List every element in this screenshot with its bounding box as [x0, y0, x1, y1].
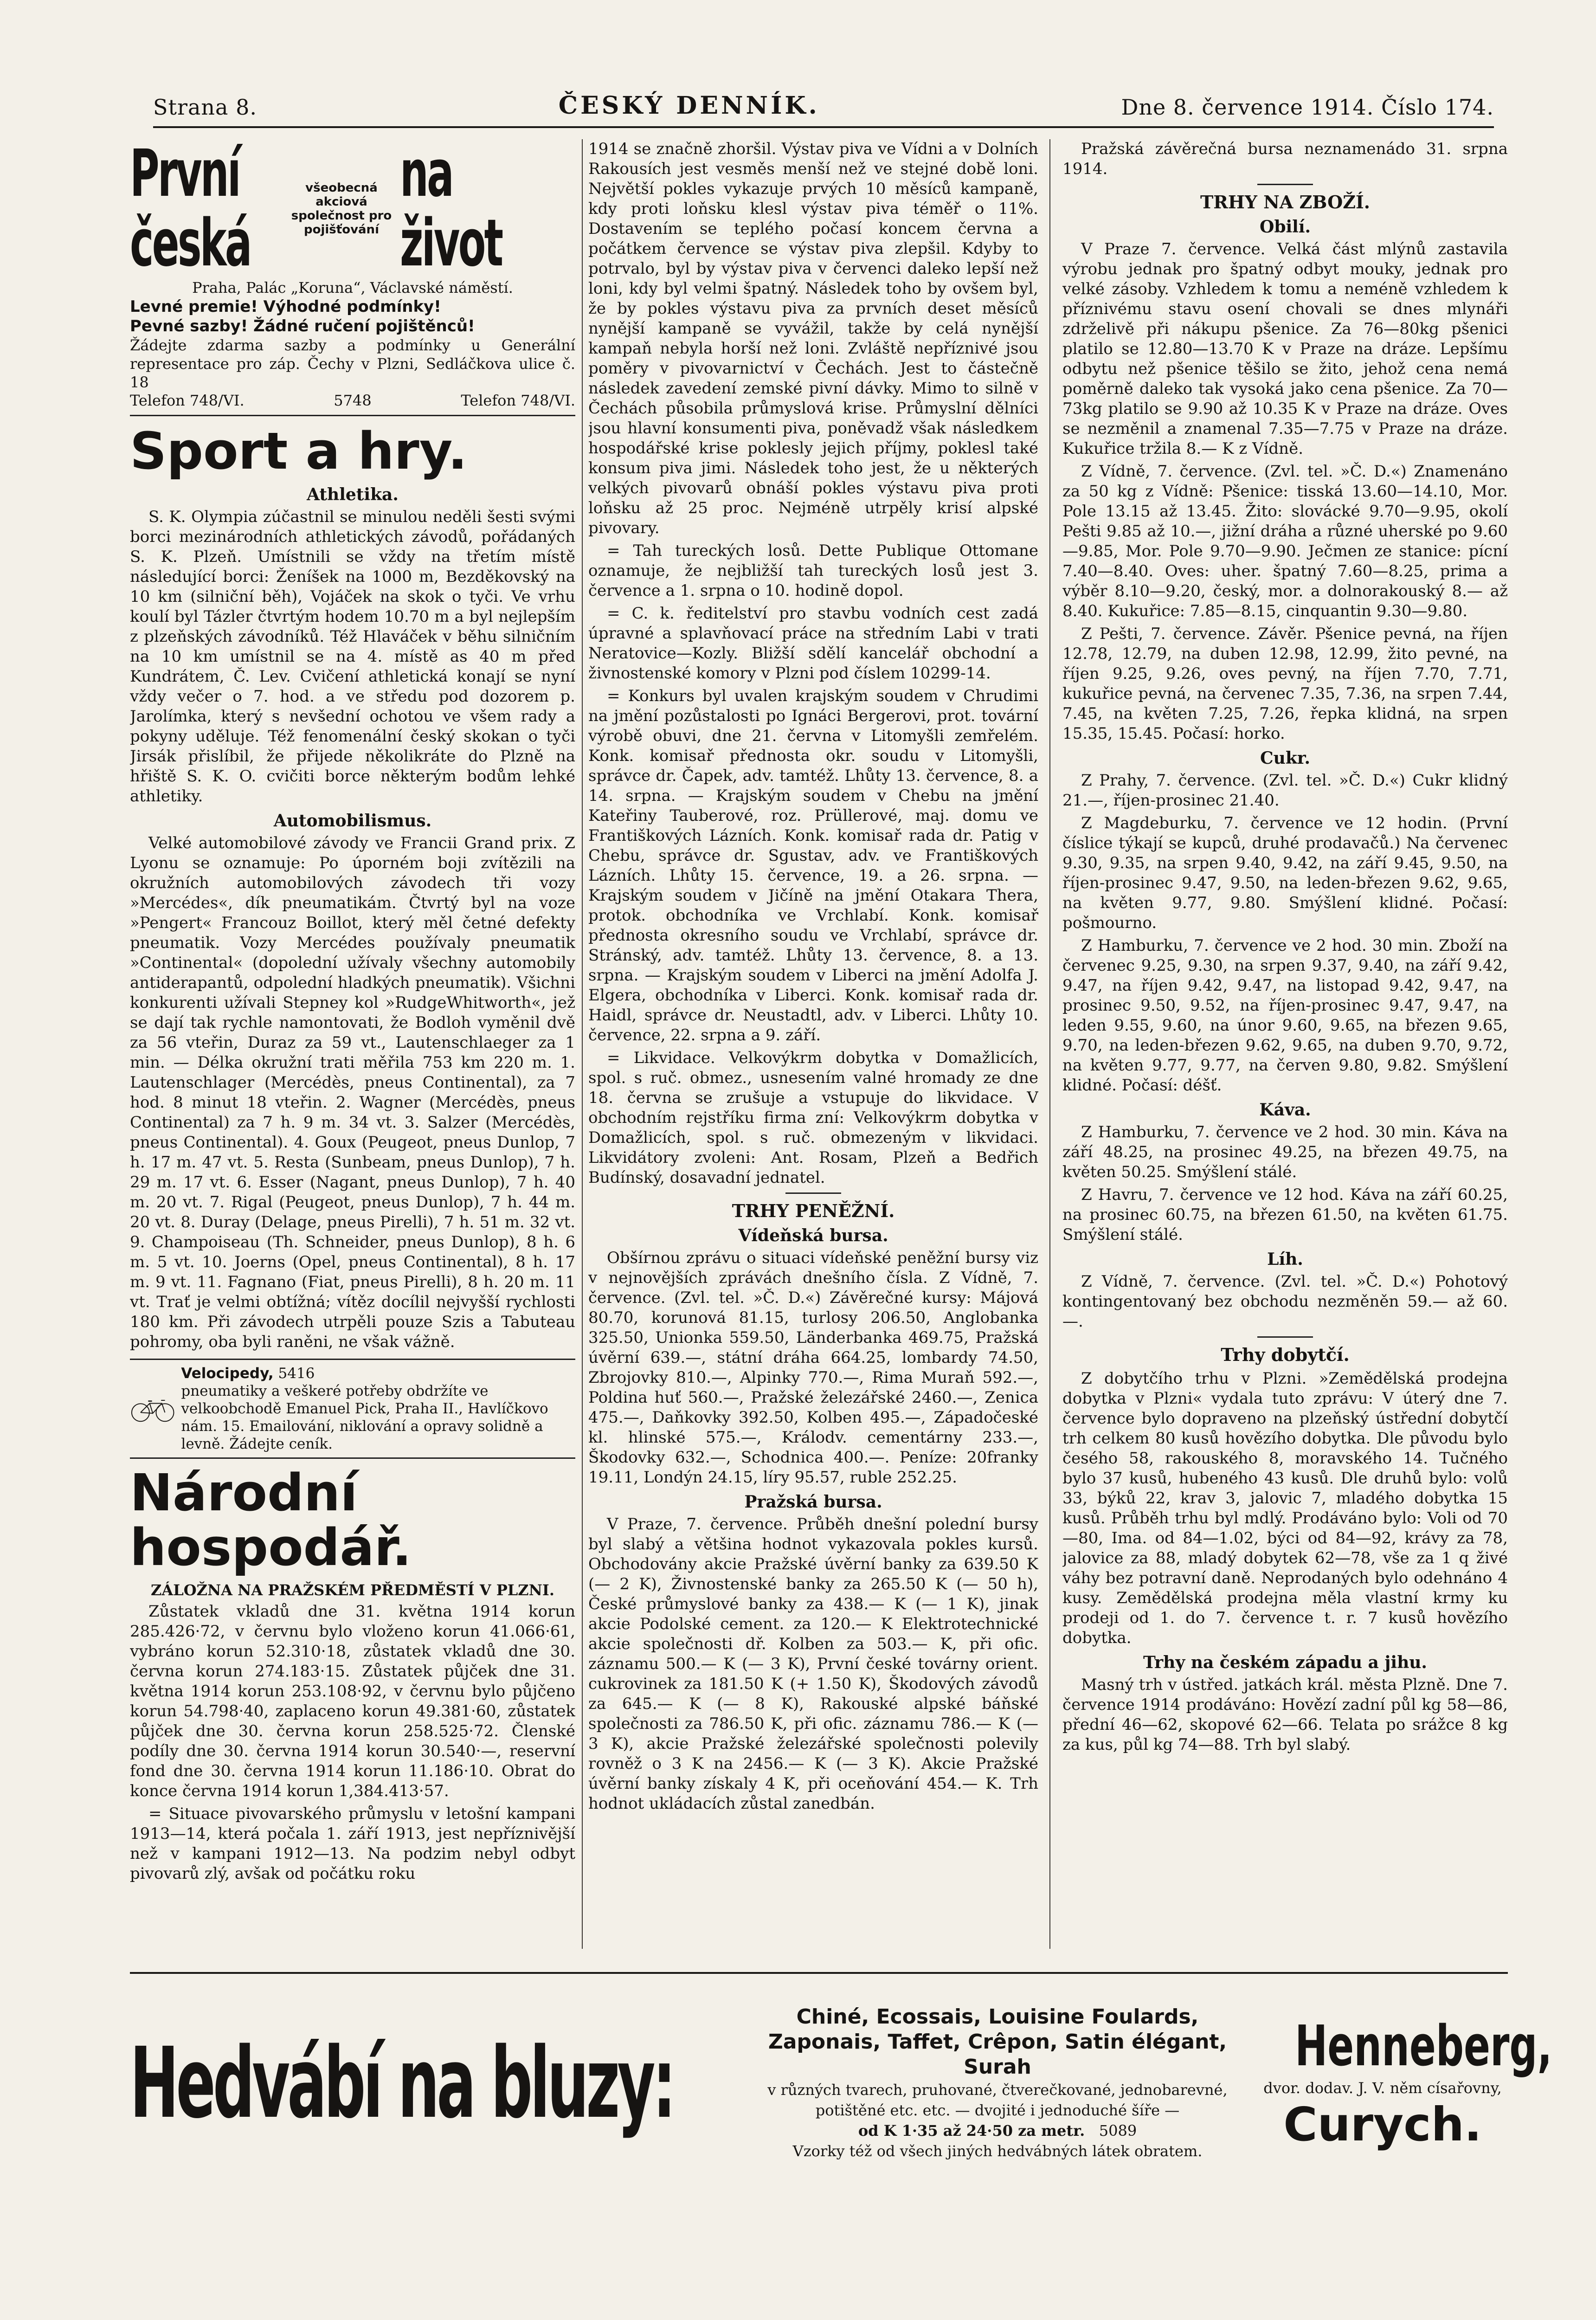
article-kava-hamburg: Z Hamburku, 7. července ve 2 hod. 30 min. Káva na září 48.25, na prosinec 49.25, na březen 49.75, na květen 50.25. Smýšlení stálé. — [1062, 1123, 1508, 1181]
column-1 — [130, 139, 575, 1953]
insurance-ad-address: Praha, Palác „Koruna“, Václavské náměstí. — [192, 279, 513, 296]
article-athletika: S. K. Olympia zúčastnil se minulou neděli šesti svými borci mezinárodních athletických závodů, pořádaných S. K. Plzeň. Umístnili se vždy na třetím místě následující borci: Ženíšek na 1000 m, Bezděkovský na 10 km (silniční běh), Vojáček na skok o tyči. Ve vrhu koulí byl Tázler čtvrtým hodem 10.70 m a byl nejlepším z plzeňských závodníků. Též Hlaváček v běhu silničním na 10 km umístnil se na 4. místě as 40 m před Kundrátem, Č. Lev. Cvičení athletická konají se nyní vždy večer o 7. hod. a ve středu pod dozorem p. Jarolímka, který s nevšední ochotou ve všem rady a pokyny uděluje. Též fenomenální český skokan o tyči Jirsák přislíbil, že přijede několikráte do Plzně na hřiště S. K. O. cvičiti borce některým bodům lehké athletiky. — [130, 508, 575, 806]
phone-right: Telefon 748/VI. — [461, 392, 575, 409]
article-cukr-hamburg: Z Hamburku, 7. července ve 2 hod. 30 min. Zboží na červenec 9.25, 9.30, na srpen 9.37, 9.40, na září 9.42, 9.47, na říjen 9.42, 9.47, na listopad 9.42, 9.47, na prosinec 9.50, 9.52, na říjen-prosinec 9.47, 9.47, na leden 9.55, 9.60, na únor 9.60, 9.65, na březen 9.65, 9.70, na leden-březen 9.62, 9.65, na duben 9.70, 9.72, na květen 9.77, 9.77, na červen 9.80, 9.82. Smýšlení klidné. Počasí: déšť. — [1062, 936, 1508, 1095]
section-title-hospodar: Národní hospodář. — [130, 1463, 412, 1577]
subsection-athletika: Athletika. — [307, 485, 399, 504]
section-trhy-dobytci: Trhy dobytčí. — [1221, 1344, 1350, 1365]
silk-ad-fabrics: Chiné, Ecossais, Louisine Foulards, Zaponais, Taffet, Crêpon, Satin élégant, Surah — [768, 2005, 1227, 2079]
bicycle-ad — [130, 1359, 575, 1459]
silk-ad-firm — [1257, 2014, 1552, 2152]
silk-ad-samples: Vzorky též od všech jiných hedvábných látek obratem. — [792, 2142, 1203, 2160]
silk-ad-firm-name: Henneberg, — [1295, 2014, 1552, 2079]
subsection-automobilismus: Automobilismus. — [273, 811, 432, 831]
bicycle-icon — [130, 1365, 175, 1453]
article-likvidace: = Likvidace. Velkovýkrm dobytka v Domažlicích, spol. s ruč. obmez., usnesením valné hromady ze dne 18. června se zrušuje a vstupuje do likvidace. V obchodním rejstříku firma zní: Velkovýkrm dobytka v Domažlicích, spol. s ruč. obmezeným v likvidaci. Likvidátory zvoleni: Ant. Rosam, Plzeň a Bedřich Budínský, dosavadní jednatel. — [588, 1049, 1038, 1187]
subsection-prazska-bursa: Pražská bursa. — [744, 1492, 882, 1512]
subsection-cukr: Cukr. — [1260, 748, 1310, 768]
section-trhy-penezni: TRHY PENĚŽNÍ. — [732, 1200, 895, 1221]
article-pivovarsky-cont: 1914 se značně zhoršil. Výstav piva ve Vídni a v Dolních Rakousích jest vesměs menší než ve stejné době loni. Největší pokles vykazuje prvých 10 měsíců kampaně, kdy proti loňsku klesl výstav piva téměř o 11%. Dostavením se teplého počasí koncem června a počátkem července se výstav piva zlepšil. Kdyby to potrvalo, byl by výstav piva v červenci daleko lepší než loni, kdy byl velmi špatný. Následek toho by ovšem byl, že by pokles výstavu piva za prvních deset měsíců nynější kampaně se vyvážil, takže by celá nynější kampaň nebyla horší než loni. Zvláště nepříznivé jsou poměry v pivovarnictví v Čechách. Jest to částečně následek zavedení zemské pivní dávky. Mimo to silně v Čechách působila průmyslová krise. Průmyslní dělníci jsou hlavní konsumenti piva, poněvadž však následkem hospodářské krise poklesly jejich příjmy, poklesl také konsum piva jimi. Následek toho jest, že u některých velkých pivovarů obnáší pokles výstavu piva proti loňsku až 25 proc. Nejméně utrpěly krisí alpské pivovary. — [588, 140, 1038, 537]
insurance-ad-headline — [130, 139, 575, 281]
insurance-ad-word1: První česká — [130, 139, 251, 281]
subsection-videnska-bursa: Vídeňská bursa. — [738, 1226, 888, 1245]
article-obili-viden: Z Vídně, 7. července. (Zvl. tel. »Č. D.«) Znamenáno za 50 kg z Vídně: Pšenice: tisská 13.60—14.10, Mor. Pole 13.15 až 13.45. Žito: slovácké 9.70—9.95, okolí Pešti 9.85 až 10.—, jižní dráha a různé uherské po 9.60—9.85, Mor. Pole 9.70—9.90. Ječmen ze stanice: pícní 7.40—8.40. Oves: uher. špatný 7.60—8.25, prima a výběr 8.10—9.20, český, mor. a dolnorakouský 8.— až 8.40. Kukuřice: 7.85—8.15, cinquantin 9.30—9.80. — [1062, 462, 1508, 620]
silk-ad-firm-sub: dvor. dodav. J. V. něm císařovny, — [1263, 2079, 1502, 2097]
silk-ad-price — [738, 2120, 1257, 2141]
silk-ad — [130, 1972, 1552, 2192]
article-tah-losu: = Tah tureckých losů. Dette Publique Ottomane oznamuje, že nejbližší tah tureckých losů jest 3. července a 1. srpna o 10. hodině dopol. — [588, 541, 1038, 600]
article-kava-havr: Z Havru, 7. července ve 12 hod. Káva na září 60.25, na prosinec 60.75, na březen 61.50, na květen 61.75. Smýšlení stálé. — [1062, 1186, 1508, 1244]
section-trhy-zbozi: TRHY NA ZBOŽÍ. — [1200, 192, 1370, 213]
divider — [1257, 1336, 1313, 1338]
article-zalozna: Zůstatek vkladů dne 31. května 1914 korun 285.426·72, v červnu bylo vloženo korun 41.066·61, vybráno korun 52.310·18, zůstatek vkladů dne 30. června korun 274.183·15. Zůstatek půjček dne 31. května 1914 korun 253.108·92, v červnu bylo půjčeno korun 54.798·40, zaplaceno korun 49.381·60, zůstatek půjček dne 30. června korun 258.525·72. Členské podíly dne 30. června 1914 korun 30.540·—, reservní fond dne 30. června 1914 korun 11.186·10. Obrat do konce června 1914 korun 1,384.413·57. — [130, 1602, 575, 1800]
article-cukr-praha: Z Prahy, 7. července. (Zvl. tel. »Č. D.«) Cukr klidný 21.—, říjen-prosinec 21.40. — [1062, 771, 1508, 810]
bicycle-ad-title: Velocipedy, — [181, 1365, 274, 1382]
silk-ad-city: Curych. — [1283, 2097, 1482, 2152]
divider — [785, 1192, 841, 1194]
article-zapad-jih: Masný trh v ústřed. jatkách král. města Plzně. Dne 7. července 1914 prodáváno: Hovězí zadní půl kg 58—86, přední 46—62, skopové 62—66. Telata po srážce 8 kg za kus, půl kg 74—88. Trh byl slabý. — [1062, 1676, 1508, 1754]
subsection-zalozna: ZÁLOŽNA NA PRAŽSKÉM PŘEDMĚSTÍ V PLZNI. — [151, 1581, 554, 1599]
insurance-ad-contact: Žádejte zdarma sazby a podmínky u Generální representace pro záp. Čechy v Plzni, Sedláčkova ulice č. 18 — [130, 336, 575, 391]
article-pivovarsky: = Situace pivovarského průmyslu v letošní kampani 1913—14, která počala 1. září 1913, jest nepříznivější než v kampani 1912—13. Na podzim nebyl odbyt pivovarů zlý, avšak od počátku roku — [130, 1804, 575, 1883]
silk-ad-headline: Hedvábí na bluzy: — [130, 2026, 674, 2140]
insurance-ad — [130, 139, 575, 416]
silk-ad-price-text: od K 1·35 až 24·50 za metr. — [858, 2122, 1085, 2140]
bicycle-ad-number: 5416 — [278, 1365, 315, 1382]
bicycle-ad-body: pneumatiky a veškeré potřeby obdržíte ve velkoobchodě Emanuel Pick, Praha II., Havlíčkovo nám. 15. Emailování, niklování a opravy solidně a levně. Žádejte ceník. — [181, 1383, 548, 1452]
section-title-sport: Sport a hry. — [130, 421, 468, 481]
article-lih-viden: Z Vídně, 7. července. (Zvl. tel. »Č. D.«) Pohotový kontingentovaný bez obchodu nezměněn 59.— až 60.—. — [1062, 1272, 1508, 1331]
article-cukr-magdeburg: Z Magdeburku, 7. července ve 12 hodin. (První číslice týkají se kupců, druhé prodavačů.) Na červenec 9.30, 9.35, na srpen 9.40, 9.42, na září 9.45, 9.50, na říjen-prosinec 9.47, 9.50, na leden-březen 9.62, 9.65, na květen 9.77, 9.80. Smýšlení klidné. Počasí: pošmourno. — [1062, 814, 1508, 932]
subsection-obili: Obilí. — [1259, 217, 1311, 237]
insurance-ad-middle: všeobecná akciová společnost pro pojišťování — [291, 181, 392, 237]
article-obili-praha: V Praze 7. července. Velká část mlýnů zastavila výrobu jednak pro špatný odbyt mouky, jednak pro velké zásoby. Vzhledem k tomu a neméně vzhledem k příznivému stavu osení chovali se dnes mlynáři zdrželivě při nákupu pšenice. Za 76—80kg pšenici platilo se 12.80—13.70 K v Praze na dráze. Lepšímu odbytu než pšenice těšilo se žito, jehož cena nemá poměrně daleko tak vysoká jako cena pšenice. Za 70—73kg platilo se 9.90 až 10.35 K v Praze na dráze. Oves se nezměnil a znamenal 7.35—7.75 v Praze na dráze. Kukuřice tržila 8.— K z Vídně. — [1062, 240, 1508, 458]
column-3 — [1062, 139, 1508, 1953]
column-divider — [1049, 139, 1050, 1949]
subsection-zapad-jih: Trhy na českém západu a jihu. — [1143, 1653, 1427, 1672]
insurance-ad-slogan1: Levné premie! Výhodné podmínky! — [130, 297, 441, 316]
article-automobilismus: Velké automobilové závody ve Francii Grand prix. Z Lyonu se oznamuje: Po úporném boji zvítězili na okružních automobilových závodech tři vozy »Mercédes«, dík pneumatikám. Čtvrtý byl na voze »Pengert« Francouz Boillot, který měl četné defekty pneumatik. Vozy Mercédes používaly pneumatik »Continental« (dopolední užívaly všechny automobily antiderapantů, odpolední hladkých pneumatik). Všichni konkurenti užívali Stepney kol »RudgeWhitworth«, jež se dají tak rychle namontovati, že Bodloh vyměnil dvě za 56 vteřin, Duraz za 59 vt., Lautenschlaeger za 1 min. — Délka okružní trati měřila 753 km 220 m. 1. Lautenschlager (Mercédès, pneus Continental), za 7 hod. 8 minut 18 vteřin. 2. Wagner (Mercédès, pneus Continental) za 7 h. 9 m. 34 vt. 3. Salzer (Mercédès, pneus Continental). 4. Goux (Peugeot, pneus Dunlop, 7 h. 17 m. 47 vt. 5. Resta (Sunbeam, pneus Dunlop), 7 h. 29 m. 17 vt. 6. Esser (Nagant, pneus Dunlop), 7 h. 40 m. 20 vt. 7. Rigal (Peugeot, pneus Dunlop), 7 h. 44 m. 20 vt. 8. Duray (Delage, pneus Pirelli), 7 h. 51 m. 32 vt. 9. Champoiseau (Th. Schneider, pneus Dunlop), 8 h. 6 m. 5 vt. 10. Joerns (Opel, pneus Continental), 8 h. 17 m. 9 vt. 11. Fagnano (Fiat, pneus Pirelli), 8 h. 20 m. 11 vt. Trať je velmi obtížná; vítěz docílil nejvyšší rychlosti 180 km. Při závodech utrpěli pouze Szis a Tabuteau pohromy, oba byli raněni, ne však vážně. — [130, 834, 575, 1351]
page-number: Strana 8. — [153, 95, 257, 120]
subsection-lih: Líh. — [1267, 1250, 1303, 1269]
divider — [1257, 184, 1313, 185]
column-divider — [582, 139, 583, 1949]
silk-ad-variants: v různých tvarech, pruhované, čtverečkované, jednobarevné, potištěné etc. etc. — dvojité i jednoduché šíře — — [767, 2081, 1228, 2119]
phone-left: Telefon 748/VI. — [130, 392, 245, 409]
article-konkursy: = Konkurs byl uvalen krajským soudem v Chrudimi na jmění pozůstalosti po Ignáci Bergerovi, prot. tovární výrobě obuvi, dne 21. června v Litomyšli zemřelém. Konk. komisař přednosta okr. soudu v Litomyšli, správce dr. Čapek, adv. tamtéž. Lhůty 13. července, 8. a 14. srpna. — Krajským soudem v Chebu na jmění Kateřiny Tauberové, roz. Prüllerové, maj. domu ve Františkových Lázních. Konk. komisař rada dr. Patig v Chebu, správce dr. Sgustav, adv. ve Františkových Lázních. Lhůty 15. července, 19. a 26. srpna. — Krajským soudem v Jičíně na jmění Otakara Thera, protok. obchodníka ve Vrchlabí. Konk. komisař přednosta okresního soudu ve Vrchlabí, správce dr. Stránský, adv. tamtéž. Lhůty 13. července, 8. a 13. srpna. — Krajským soudem v Liberci na jmění Adolfa J. Elgera, obchodníka v Liberci. Konk. komisař rada dr. Haidl, správce dr. Neustadtl, adv. v Liberci. Lhůty 10. července, 22. srpna a 9. září. — [588, 687, 1038, 1044]
article-reditelstvi: = C. k. ředitelství pro stavbu vodních cest zadá úpravné a splavňovací práce na středním Labi v trati Neratovice—Kozly. Bližší sdělí kancelář obchodní a živnostenské komory v Plzni pod číslem 10299-14. — [588, 604, 1038, 683]
subsection-kava: Káva. — [1259, 1100, 1311, 1120]
article-zaverecna-bursa: Pražská závěrečná bursa neznamenádo 31. srpna 1914. — [1062, 140, 1508, 178]
article-obili-pest: Z Pešti, 7. července. Závěr. Pšenice pevná, na říjen 12.78, 12.79, na duben 12.98, 12.99, žito pevné, na říjen 9.25, 9.26, oves pevný, na říjen 7.70, 7.71, kukuřice pevná, na červenec 7.35, 7.36, na srpen 7.44, 7.45, na květen 7.25, 7.26, řepka klidná, na srpen 15.35, 15.45. Počasí: horko. — [1062, 625, 1508, 743]
newspaper-title: ČESKÝ DENNÍK. — [558, 91, 820, 120]
column-2 — [588, 139, 1038, 1953]
issue-date: Dne 8. července 1914. Číslo 174. — [1121, 95, 1494, 120]
insurance-ad-phones — [130, 392, 575, 409]
masthead-rule — [153, 126, 1494, 128]
bicycle-ad-text — [181, 1365, 575, 1453]
article-videnska-bursa: Obšírnou zprávu o situaci vídeňské peněžní bursy viz v nejnovějších zprávách dnešního čísla. Z Vídně, 7. července. (Zvl. tel. »Č. D.«) Závěrečné kursy: Májová 80.70, korunová 81.15, turlosy 206.50, Anglobanka 325.50, Unionka 559.50, Länderbanka 469.75, Pražská úvěrní 639.—, státní dráha 664.25, lombardy 74.50, Zbrojovky 810.—, Alpinky 770.—, Rima Muraň 592.—, Poldina huť 560.—, Pražské železářské 2460.—, Zenica 475.—, Daňkovky 392.50, Kolben 495.—, Západočeské kl. hlinské 575.—, Králodv. cementárny 233.—, Škodovky 632.—, Schodnica 400.—. Peníze: 20franky 19.11, Londýn 24.15, líry 95.57, ruble 252.25. — [588, 1249, 1038, 1487]
insurance-ad-word2: na život — [400, 139, 502, 281]
masthead — [153, 91, 1494, 120]
ad-number: 5748 — [334, 392, 372, 409]
silk-ad-details — [738, 2004, 1257, 2161]
insurance-ad-slogan2: Pevné sazby! Žádné ručení pojištěnců! — [130, 317, 475, 335]
silk-ad-number: 5089 — [1099, 2122, 1137, 2140]
article-dobytci: Z dobytčího trhu v Plzni. »Zemědělská prodejna dobytka v Plzni« vydala tuto zprávu: V úterý dne 7. července bylo dopraveno na plzeňský ústřední dobytčí trh celkem 80 kusů hovězího dobytka. Dle původu bylo česého 58, rakouského 8, moravského 14. Tučného bylo 37 kusů, hubeného 43 kusů. Dle druhů bylo: volů 33, býků 22, krav 3, jalovic 7, mladého dobytka 15 kusů. Průběh trhu byl mdlý. Prodáváno bylo: Voli od 70—80, Ima. od 84—1.02, býci od 84—92, krávy za 78, jalovice za 88, mladý dobytek 62—78, vše za 1 q živé váhy bez potravní daně. Neprodaných bylo odehnáno 4 kusy. Zemědělská prodejna měla vlastní krmy ku prodeji od 1. do 7. července t. r. 7 kusů hovězího dobytka. — [1062, 1369, 1508, 1647]
article-prazska-bursa: V Praze, 7. července. Průběh dnešní polední bursy byl slabý a většina hodnot vykazovala pokles kursů. Obchodovány akcie Pražské úvěrní banky za 639.50 K (— 2 K), Živnostenské banky za 265.50 K (— 50 h), České průmyslové banky za 438.— K (— 1 K), jinak akcie Podolské cement. za 120.— K Elektrotechnické akcie společnosti dř. Kolben za 503.— K, při ofic. záznamu 500.— K (— 3 K), První české továrny orient. cukrovinek za 181.50 K (+ 1.50 K), Škodových závodů za 645.— K (— 8 K), Rakouské alpské báňské společnosti za 786.50 K, při ofic. záznamu 786.— K (— 3 K), akcie Pražské železářské společnosti polevily rovněž o 3 K na 2456.— K (— 3 K). Akcie Pražské úvěrní banky získaly 4 K, při oceňování 454.— K. Trh hodnot ukládacích zůstal zanedbán. — [588, 1515, 1038, 1813]
